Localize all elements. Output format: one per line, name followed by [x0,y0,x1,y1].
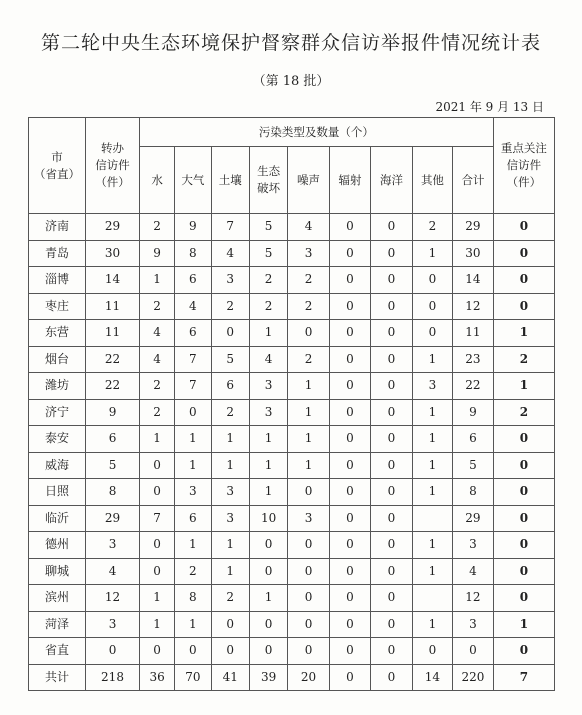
cell-rad: 0 [329,293,370,320]
cell-noise: 1 [288,399,329,426]
cell-sea: 0 [371,346,412,373]
cell-other: 14 [412,664,452,691]
cell-air: 8 [175,240,211,267]
cell-eco: 0 [249,638,287,665]
cell-noise: 0 [288,479,329,506]
cell-other: 1 [412,532,452,559]
cell-noise: 1 [288,426,329,453]
cell-other: 1 [412,346,452,373]
cell-transfer: 29 [86,505,140,532]
cell-sea: 0 [371,399,412,426]
cell-focus: 0 [493,452,554,479]
cell-sea: 0 [371,505,412,532]
cell-soil: 7 [211,214,249,241]
cell-air: 3 [175,479,211,506]
cell-focus: 1 [493,373,554,400]
header-radiation: 辐射 [329,147,370,214]
cell-soil: 2 [211,585,249,612]
cell-air: 9 [175,214,211,241]
cell-eco: 1 [249,452,287,479]
cell-transfer: 8 [86,479,140,506]
cell-other: 2 [412,214,452,241]
cell-transfer: 3 [86,532,140,559]
table-row [29,479,555,506]
cell-sea: 0 [371,240,412,267]
cell-air: 0 [175,399,211,426]
cell-soil: 0 [211,638,249,665]
header-city-line1: 市 [51,149,63,164]
cell-focus: 1 [493,611,554,638]
cell-eco: 3 [249,373,287,400]
cell-soil: 6 [211,373,249,400]
cell-water: 9 [139,240,174,267]
cell-soil: 3 [211,479,249,506]
cell-soil: 1 [211,452,249,479]
cell-water: 0 [139,532,174,559]
table-row [29,267,555,294]
cell-air: 0 [175,638,211,665]
cell-total: 14 [453,267,494,294]
cell-city: 临沂 [29,505,86,532]
cell-water: 4 [139,346,174,373]
cell-water: 2 [139,399,174,426]
cell-water: 2 [139,373,174,400]
cell-noise: 4 [288,214,329,241]
cell-sea: 0 [371,611,412,638]
cell-city: 淄博 [29,267,86,294]
cell-city: 威海 [29,452,86,479]
cell-eco: 10 [249,505,287,532]
cell-eco: 0 [249,532,287,559]
cell-rad: 0 [329,505,370,532]
cell-noise: 0 [288,320,329,347]
cell-air: 8 [175,585,211,612]
cell-focus: 0 [493,479,554,506]
cell-total: 29 [453,214,494,241]
table-row [29,373,555,400]
table-row [29,664,555,691]
cell-city: 德州 [29,532,86,559]
cell-sea: 0 [371,214,412,241]
cell-total: 220 [453,664,494,691]
cell-noise: 0 [288,532,329,559]
cell-city: 共计 [29,664,86,691]
cell-other [412,505,452,532]
cell-air: 7 [175,373,211,400]
page-title: 第二轮中央生态环境保护督察群众信访举报件情况统计表 [40,32,541,54]
cell-rad: 0 [329,240,370,267]
cell-total: 8 [453,479,494,506]
cell-sea: 0 [371,479,412,506]
cell-focus: 1 [493,320,554,347]
cell-focus: 2 [493,346,554,373]
cell-total: 12 [453,293,494,320]
cell-soil: 1 [211,558,249,585]
cell-rad: 0 [329,267,370,294]
cell-water: 0 [139,638,174,665]
cell-water: 1 [139,267,174,294]
cell-transfer: 14 [86,267,140,294]
cell-rad: 0 [329,664,370,691]
cell-transfer: 11 [86,320,140,347]
cell-noise: 3 [288,240,329,267]
cell-sea: 0 [371,267,412,294]
cell-water: 4 [139,320,174,347]
cell-other: 1 [412,611,452,638]
header-eco: 生态破坏 [249,147,287,214]
cell-rad: 0 [329,611,370,638]
cell-sea: 0 [371,638,412,665]
cell-noise: 1 [288,373,329,400]
cell-rad: 0 [329,346,370,373]
cell-transfer: 29 [86,214,140,241]
header-soil: 土壤 [211,147,249,214]
cell-soil: 4 [211,240,249,267]
statistics-table [28,117,555,691]
cell-soil: 5 [211,346,249,373]
cell-rad: 0 [329,426,370,453]
cell-soil: 0 [211,611,249,638]
cell-eco: 5 [249,214,287,241]
cell-soil: 3 [211,505,249,532]
cell-air: 1 [175,611,211,638]
cell-total: 22 [453,373,494,400]
cell-total: 6 [453,426,494,453]
cell-noise: 2 [288,346,329,373]
cell-city: 省直 [29,638,86,665]
cell-other: 0 [412,638,452,665]
cell-air: 6 [175,267,211,294]
cell-noise: 3 [288,505,329,532]
cell-air: 1 [175,452,211,479]
cell-noise: 2 [288,293,329,320]
cell-noise: 0 [288,558,329,585]
cell-city: 枣庄 [29,293,86,320]
cell-water: 2 [139,293,174,320]
cell-rad: 0 [329,373,370,400]
table-row [29,214,555,241]
cell-total: 3 [453,611,494,638]
header-city-line2: （省直） [34,166,81,181]
header-pollution: 污染类型及数量（个） [139,118,493,147]
cell-city: 烟台 [29,346,86,373]
cell-total: 3 [453,532,494,559]
cell-eco: 2 [249,267,287,294]
cell-eco: 0 [249,558,287,585]
cell-other: 1 [412,240,452,267]
cell-transfer: 22 [86,373,140,400]
cell-air: 1 [175,532,211,559]
cell-city: 东营 [29,320,86,347]
cell-focus: 0 [493,293,554,320]
cell-transfer: 30 [86,240,140,267]
cell-noise: 0 [288,611,329,638]
cell-focus: 0 [493,638,554,665]
header-air: 大气 [175,147,211,214]
cell-transfer: 11 [86,293,140,320]
cell-water: 7 [139,505,174,532]
cell-water: 2 [139,214,174,241]
header-sea: 海洋 [371,147,412,214]
cell-soil: 2 [211,293,249,320]
cell-city: 日照 [29,479,86,506]
table-row [29,320,555,347]
cell-other: 1 [412,399,452,426]
cell-transfer: 6 [86,426,140,453]
cell-water: 36 [139,664,174,691]
cell-city: 济宁 [29,399,86,426]
cell-eco: 2 [249,293,287,320]
cell-eco: 3 [249,399,287,426]
table-row [29,532,555,559]
cell-rad: 0 [329,638,370,665]
cell-focus: 0 [493,214,554,241]
cell-noise: 0 [288,585,329,612]
table-row [29,426,555,453]
cell-air: 6 [175,505,211,532]
cell-total: 30 [453,240,494,267]
cell-focus: 0 [493,558,554,585]
cell-sea: 0 [371,426,412,453]
table-row [29,399,555,426]
cell-transfer: 3 [86,611,140,638]
cell-soil: 1 [211,532,249,559]
table-row [29,638,555,665]
table-row [29,505,555,532]
cell-air: 2 [175,558,211,585]
cell-other: 0 [412,293,452,320]
cell-total: 9 [453,399,494,426]
cell-other: 0 [412,267,452,294]
table-row [29,293,555,320]
cell-noise: 0 [288,638,329,665]
header-focus-line1: 重点关注 [500,141,547,156]
cell-total: 11 [453,320,494,347]
cell-total: 4 [453,558,494,585]
cell-transfer: 22 [86,346,140,373]
cell-total: 5 [453,452,494,479]
cell-city: 青岛 [29,240,86,267]
cell-total: 0 [453,638,494,665]
header-total: 合计 [453,147,494,214]
header-focus-line3: （件） [506,174,542,189]
cell-water: 1 [139,585,174,612]
table-row [29,585,555,612]
cell-other: 1 [412,558,452,585]
cell-soil: 2 [211,399,249,426]
cell-city: 泰安 [29,426,86,453]
header-transfer-line1: 转办 [101,141,124,156]
header-other: 其他 [412,147,452,214]
cell-total: 29 [453,505,494,532]
table-row [29,452,555,479]
cell-eco: 4 [249,346,287,373]
cell-sea: 0 [371,293,412,320]
header-transfer-line3: （件） [95,174,130,189]
cell-rad: 0 [329,452,370,479]
cell-eco: 0 [249,611,287,638]
cell-sea: 0 [371,373,412,400]
cell-focus: 0 [493,532,554,559]
cell-soil: 41 [211,664,249,691]
report-date: 2021 年 9 月 13 日 [435,100,544,114]
cell-rad: 0 [329,532,370,559]
cell-air: 7 [175,346,211,373]
header-city [29,118,86,214]
cell-other: 1 [412,479,452,506]
cell-water: 1 [139,611,174,638]
cell-city: 聊城 [29,558,86,585]
cell-city: 潍坊 [29,373,86,400]
cell-focus: 2 [493,399,554,426]
cell-soil: 1 [211,426,249,453]
table-row [29,611,555,638]
cell-other: 3 [412,373,452,400]
header-transfer-line2: 信访件 [95,158,130,173]
cell-transfer: 0 [86,638,140,665]
cell-rad: 0 [329,214,370,241]
cell-focus: 0 [493,585,554,612]
cell-air: 6 [175,320,211,347]
header-focus [493,118,554,214]
cell-other: 0 [412,320,452,347]
cell-sea: 0 [371,664,412,691]
cell-eco: 1 [249,320,287,347]
cell-noise: 1 [288,452,329,479]
cell-water: 1 [139,426,174,453]
header-water: 水 [139,147,174,214]
cell-other: 1 [412,426,452,453]
cell-rad: 0 [329,320,370,347]
cell-water: 0 [139,558,174,585]
cell-air: 4 [175,293,211,320]
cell-eco: 1 [249,585,287,612]
cell-water: 0 [139,479,174,506]
cell-other [412,585,452,612]
cell-city: 济南 [29,214,86,241]
cell-focus: 0 [493,267,554,294]
cell-sea: 0 [371,558,412,585]
cell-sea: 0 [371,585,412,612]
cell-transfer: 12 [86,585,140,612]
cell-sea: 0 [371,532,412,559]
cell-water: 0 [139,452,174,479]
table-row [29,558,555,585]
cell-rad: 0 [329,558,370,585]
cell-air: 70 [175,664,211,691]
cell-eco: 1 [249,479,287,506]
cell-transfer: 4 [86,558,140,585]
header-noise: 噪声 [288,147,329,214]
header-focus-line2: 信访件 [506,158,542,173]
cell-focus: 0 [493,426,554,453]
cell-sea: 0 [371,320,412,347]
cell-eco: 5 [249,240,287,267]
header-transfer [86,118,140,214]
cell-other: 1 [412,452,452,479]
cell-city: 菏泽 [29,611,86,638]
cell-focus: 7 [493,664,554,691]
table-row [29,346,555,373]
cell-soil: 3 [211,267,249,294]
cell-rad: 0 [329,585,370,612]
cell-transfer: 9 [86,399,140,426]
cell-total: 23 [453,346,494,373]
batch-label: （第 18 批） [252,74,330,89]
cell-soil: 0 [211,320,249,347]
cell-rad: 0 [329,399,370,426]
cell-noise: 2 [288,267,329,294]
cell-rad: 0 [329,479,370,506]
cell-sea: 0 [371,452,412,479]
cell-transfer: 5 [86,452,140,479]
cell-city: 滨州 [29,585,86,612]
cell-air: 1 [175,426,211,453]
cell-eco: 39 [249,664,287,691]
cell-eco: 1 [249,426,287,453]
cell-focus: 0 [493,505,554,532]
cell-transfer: 218 [86,664,140,691]
cell-focus: 0 [493,240,554,267]
table-row [29,240,555,267]
cell-total: 12 [453,585,494,612]
cell-noise: 20 [288,664,329,691]
